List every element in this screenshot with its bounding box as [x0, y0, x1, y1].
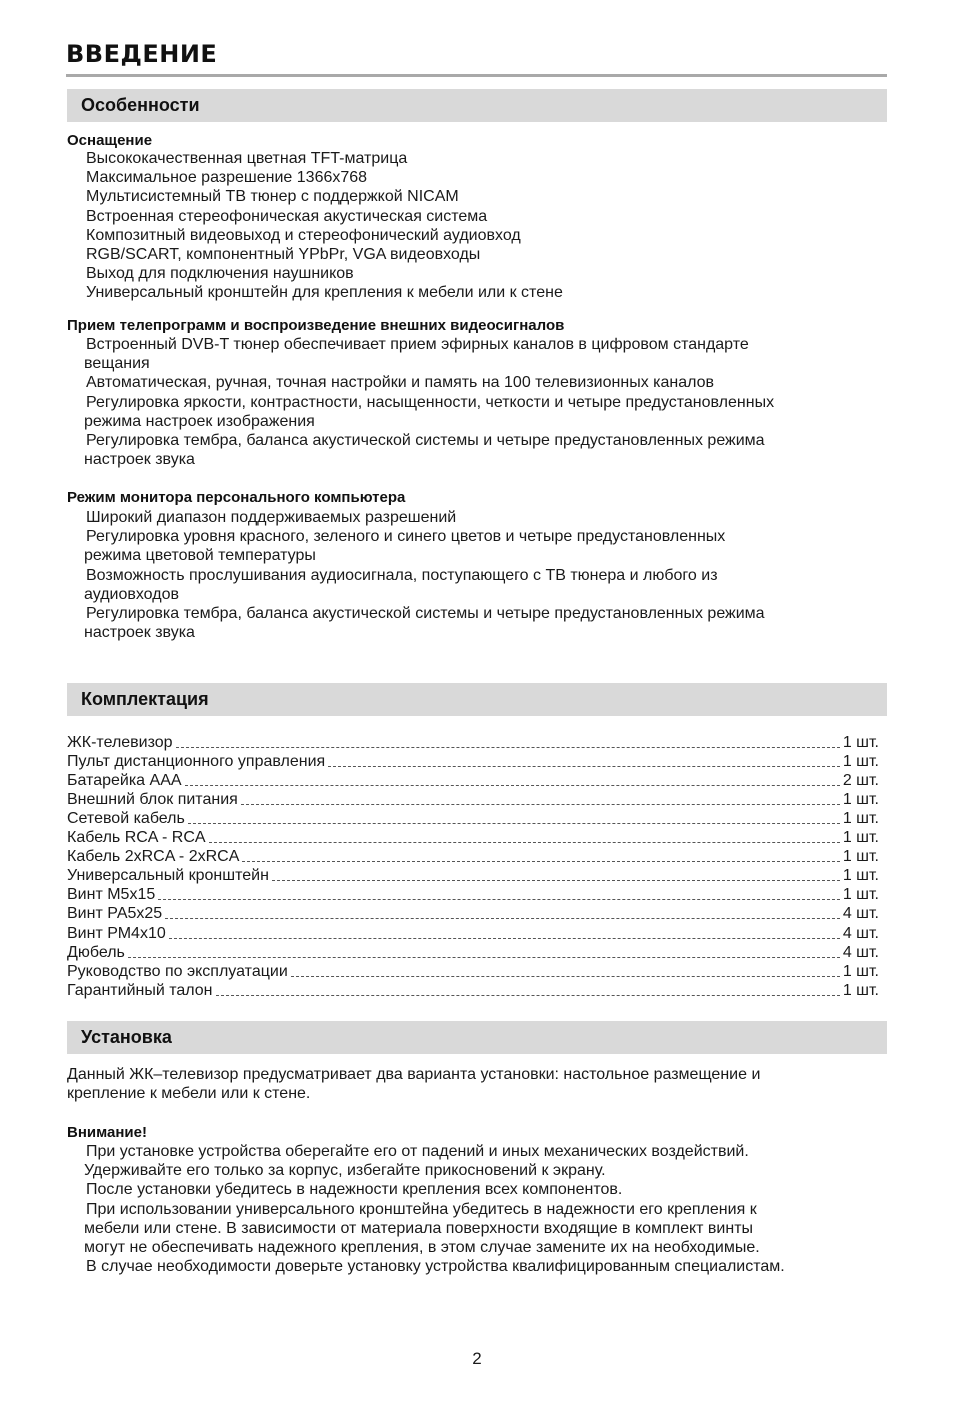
title-divider	[66, 74, 887, 77]
list-item: Максимальное разрешение 1366х768	[86, 169, 368, 187]
kit-item-name: Пульт дистанционного управления	[67, 753, 326, 770]
list-item: Регулировка тембра, баланса акустической системы и четыре предустановленных режима	[86, 605, 765, 623]
kit-item-qty: 1 шт.	[842, 791, 879, 808]
list-item: Встроенная стереофоническая акустическая система	[86, 207, 488, 225]
kit-row	[67, 752, 879, 771]
warning-heading: Внимание!	[67, 1124, 147, 1141]
list-item: Встроенный DVB-T тюнер обеспечивает прием эфирных каналов в цифровом стандарте	[86, 336, 749, 353]
section-header-kit	[67, 683, 887, 716]
list-item: Универсальный кронштейн для крепления к мебели или к стене	[86, 284, 563, 302]
kit-item-name: Кабель RCA - RCA	[67, 829, 206, 846]
kit-item-name: Гарантийный талон	[67, 982, 213, 999]
page-number: 2	[472, 1349, 482, 1368]
leader-dots	[272, 879, 840, 881]
leader-dots	[128, 956, 840, 958]
kit-item-qty: 4 шт.	[842, 925, 879, 942]
kit-row	[67, 981, 879, 1000]
list-item: режима цветовой температуры	[84, 547, 316, 565]
list-item: При использовании универсального кронштейна убедитесь в надежности его крепления к	[86, 1200, 757, 1218]
list-item: Мультисистемный ТВ тюнер с поддержкой NICAM	[86, 188, 459, 206]
kit-item-qty: 1 шт.	[842, 734, 879, 751]
list-item: Регулировка уровня красного, зеленого и синего цветов и четыре предустановленных	[86, 528, 726, 546]
list-item: вещания	[84, 355, 150, 373]
list-item: аудиовходов	[84, 585, 179, 603]
paragraph-line: Данный ЖК–телевизор предусматривает два варианта установки: настольное размещение и	[67, 1066, 761, 1083]
list-item: Композитный видеовыход и стереофонический аудиовход	[86, 226, 521, 244]
kit-item-qty: 1 шт.	[842, 810, 879, 827]
kit-item-name: Дюбель	[67, 944, 125, 961]
kit-item-qty: 1 шт.	[842, 982, 879, 999]
kit-row	[67, 809, 879, 828]
section-title-features: Особенности	[81, 95, 200, 115]
list-item: мебели или стене. В зависимости от материала поверхности входящие в комплект винты	[84, 1219, 754, 1237]
kit-row	[67, 771, 879, 790]
installation-intro	[67, 1065, 867, 1103]
leader-dots	[169, 937, 840, 939]
kit-item-qty: 4 шт.	[842, 905, 879, 922]
list-item: После установки убедитесь в надежности крепления всех компонентов.	[86, 1181, 623, 1199]
equipment-heading: Оснащение	[67, 132, 153, 149]
kit-item-name: Батарейка ААА	[67, 772, 182, 789]
leader-dots	[185, 784, 840, 786]
leader-dots	[188, 822, 840, 824]
list-item: Широкий диапазон поддерживаемых разрешений	[86, 509, 457, 526]
leader-dots	[291, 975, 840, 977]
list-item: настроек звука	[84, 451, 195, 469]
list-item: Регулировка яркости, контрастности, насыщенности, четкости и четыре предустановленных	[86, 393, 775, 411]
leader-dots	[241, 803, 840, 805]
leader-dots	[242, 860, 839, 862]
kit-item-name: ЖК-телевизор	[67, 734, 173, 751]
leader-dots	[209, 841, 840, 843]
list-item: Возможность прослушивания аудиосигнала, поступающего с ТВ тюнера и любого из	[86, 566, 718, 584]
warning-list	[84, 1142, 884, 1276]
section-title-kit: Комплектация	[81, 689, 209, 709]
list-item: могут не обеспечивать надежного крепления, в этом случае замените их на необходимые.	[84, 1239, 760, 1257]
leader-dots	[328, 765, 840, 767]
kit-row	[67, 790, 879, 809]
section-header-installation	[67, 1021, 887, 1054]
kit-row	[67, 943, 879, 962]
list-item: Выход для подключения наушников	[86, 265, 354, 283]
leader-dots	[216, 994, 840, 996]
kit-item-qty: 1 шт.	[842, 753, 879, 770]
kit-item-name: Внешний блок питания	[67, 791, 238, 808]
kit-item-name: Универсальный кронштейн	[67, 867, 269, 884]
leader-dots	[158, 898, 840, 900]
list-item: При установке устройства оберегайте его от падений и иных механических воздействий.	[86, 1143, 749, 1160]
kit-row	[67, 733, 879, 752]
kit-item-qty: 1 шт.	[842, 963, 879, 980]
kit-item-qty: 1 шт.	[842, 848, 879, 865]
kit-row	[67, 847, 879, 866]
leader-dots	[176, 746, 840, 748]
kit-item-qty: 1 шт.	[842, 867, 879, 884]
kit-row	[67, 904, 879, 923]
list-item: Высококачественная цветная TFT-матрица	[86, 150, 408, 167]
section-title-installation: Установка	[81, 1027, 172, 1047]
section-header-features	[67, 89, 887, 122]
list-item: Удерживайте его только за корпус, избегайте прикосновений к экрану.	[84, 1162, 606, 1180]
list-item: режима настроек изображения	[84, 412, 315, 430]
reception-heading: Прием телепрограмм и воспроизведение внешних видеосигналов	[67, 317, 565, 334]
paragraph-line: крепление к мебели или к стене.	[67, 1085, 311, 1103]
reception-list	[84, 335, 884, 469]
kit-item-name: Руководство по эксплуатации	[67, 963, 288, 980]
kit-item-name: Сетевой кабель	[67, 810, 185, 827]
kit-item-name: Кабель 2xRCA - 2xRCA	[67, 848, 240, 865]
kit-item-qty: 2 шт.	[842, 772, 879, 789]
kit-row	[67, 885, 879, 904]
kit-item-qty: 1 шт.	[842, 829, 879, 846]
list-item: В случае необходимости доверьте установку устройства квалифицированным специалистам.	[86, 1258, 785, 1276]
pc-mode-heading: Режим монитора персонального компьютера	[67, 489, 406, 506]
kit-item-qty: 4 шт.	[842, 944, 879, 961]
kit-row	[67, 828, 879, 847]
pc-mode-list	[84, 508, 884, 642]
kit-item-name: Винт РА5х25	[67, 905, 163, 922]
list-item: Регулировка тембра, баланса акустической системы и четыре предустановленных режима	[86, 432, 765, 450]
kit-item-qty: 1 шт.	[842, 886, 879, 903]
kit-item-name: Винт М5х15	[67, 886, 156, 903]
list-item: RGB/SCART, компонентный YPbPr, VGA видеовходы	[86, 246, 481, 264]
kit-item-name: Винт РМ4х10	[67, 925, 166, 942]
equipment-list	[84, 149, 884, 303]
leader-dots	[165, 917, 840, 919]
kit-row	[67, 962, 879, 981]
kit-row	[67, 924, 879, 943]
kit-row	[67, 866, 879, 885]
list-item: Автоматическая, ручная, точная настройки и память на 100 телевизионных каналов	[86, 374, 715, 392]
list-item: настроек звука	[84, 624, 195, 642]
page-title: ВВЕДЕНИЕ	[66, 40, 218, 68]
